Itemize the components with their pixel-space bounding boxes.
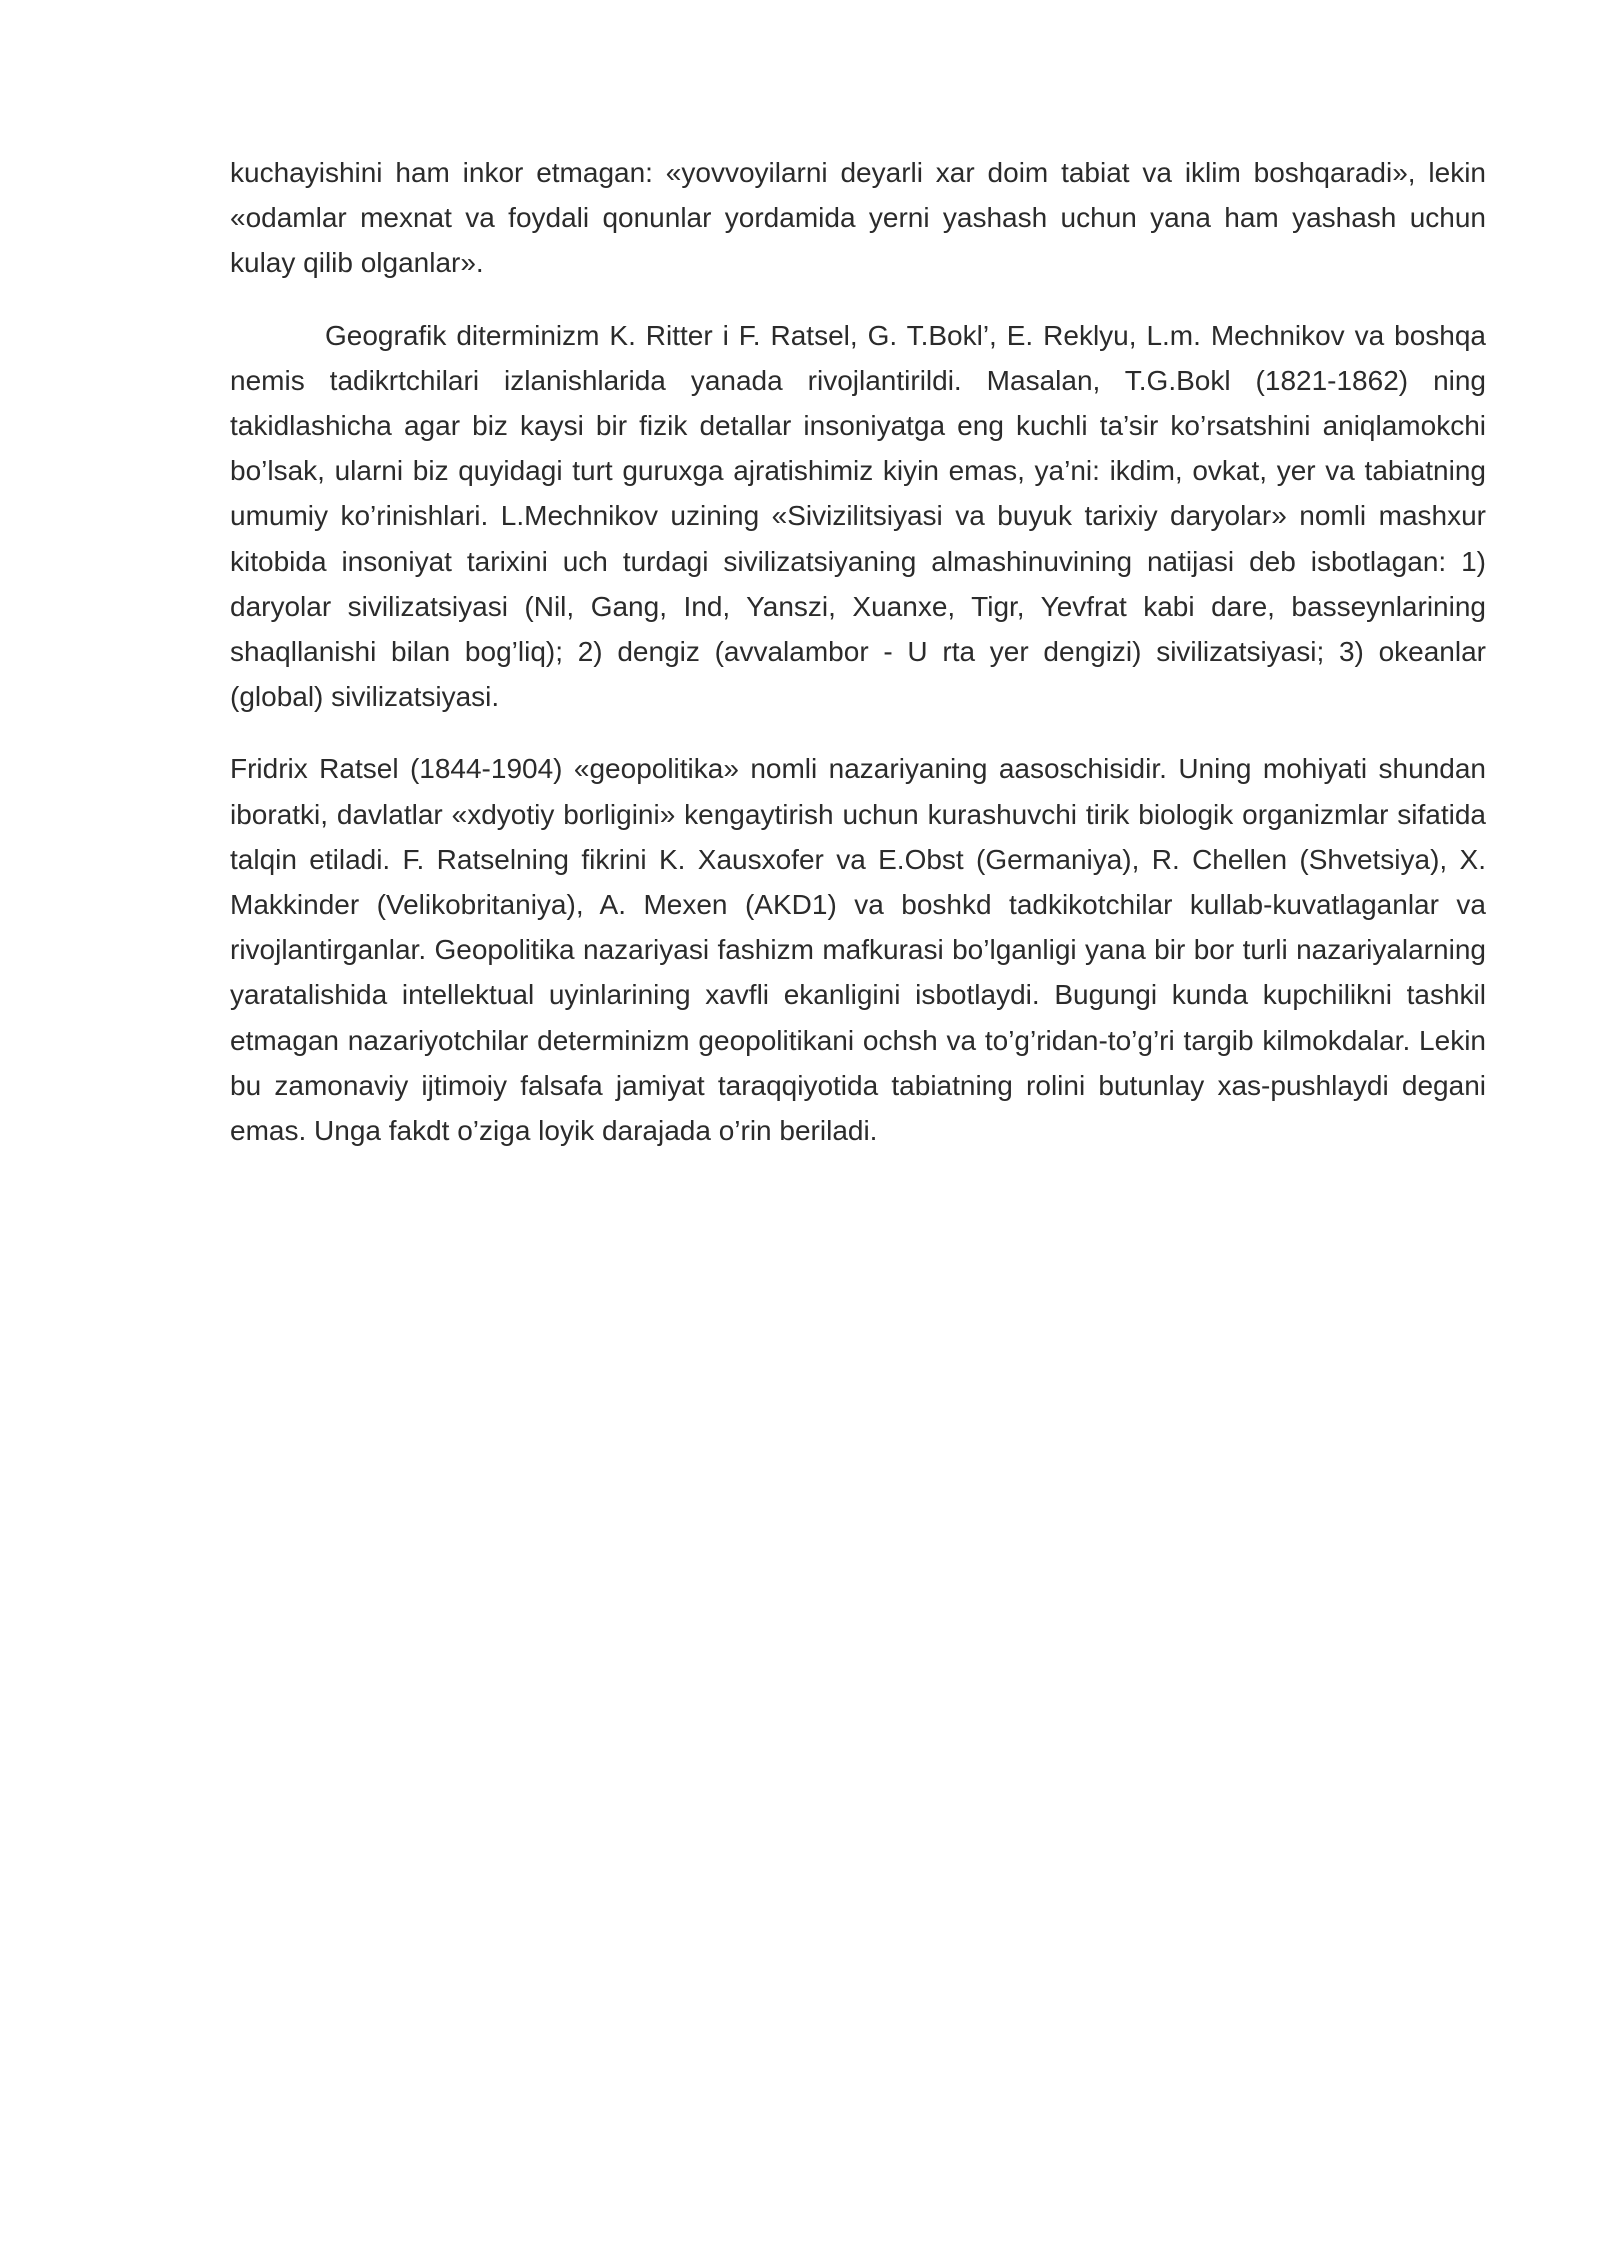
paragraph-continuation: kuchayishini ham inkor etmagan: «yovvoyilarni deyarli xar doim tabiat va iklim boshqaradi», lekin «odamlar mexnat va foydali qonunlar yordamida yerni yashash uchun yana ham yashash uchun kulay qilib olganlar». <box>230 157 1486 279</box>
paragraph-geographic-determinism: Geografik diterminizm K. Ritter i F. Ratsel, G. T.Bokl’, E. Reklyu, L.m. Mechnikov va boshqa nemis tadikrtchilari izlanishlarida yanada rivojlantirildi. Masalan, T.G.Bokl (1821-1862) ning takidlashicha agar biz kaysi bir fizik detallar insoniyatga eng kuchli ta’sir ko’rsatshini aniqlamokchi bo’lsak, ularni biz quyidagi turt guruxga ajratishimiz kiyin emas, ya’ni: ikdim, ovkat, yer va tabiatning umumiy ko’rinishlari. L.Mechnikov uzining «Sivizilitsiyasi va buyuk tarixiy daryolar» nomli mashxur kitobida insoniyat tarixini uch turdagi sivilizatsiyaning almashinuvining natijasi deb isbotlagan: 1) daryolar sivilizatsiyasi (Nil, Gang, Ind, Yanszi, Xuanxe, Tigr, Yevfrat kabi dare, basseynlarining shaqllanishi bilan bog’liq); 2) dengiz (avvalambor - U rta yer dengizi) sivilizatsiyasi; 3) okeanlar (global) sivilizatsiyasi. <box>230 319 1486 713</box>
document-body <box>230 150 1486 1180</box>
paragraph-geopolitics: Fridrix Ratsel (1844-1904) «geopolitika» nomli nazariyaning aasoschisidir. Uning mohiyati shundan iboratki, davlatlar «xdyotiy borligini» kengaytirish uchun kurashuvchi tirik biologik organizmlar sifatida talqin etiladi. F. Ratselning fikrini K. Xausxofer va E.Obst (Germaniya), R. Chellen (Shvetsiya), X. Makkinder (Velikobritaniya), A. Mexen (AKD1) va boshkd tadkikotchilar kullab-kuvatlaganlar va rivojlantirganlar. Geopolitika nazariyasi fashizm mafkurasi bo’lganligi yana bir bor turli nazariyalarning yaratalishida intellektual uyinlarining xavfli ekanligini isbotlaydi. Bugungi kunda kupchilikni tashkil etmagan nazariyotchilar determinizm geopolitikani ochsh va to’g’ridan-to’g’ri targib kilmokdalar. Lekin bu zamonaviy ijtimoiy falsafa jamiyat taraqqiyotida tabiatning rolini butunlay xas-pushlaydi degani emas. Unga fakdt o’ziga loyik darajada o’rin beriladi. <box>230 753 1486 1147</box>
